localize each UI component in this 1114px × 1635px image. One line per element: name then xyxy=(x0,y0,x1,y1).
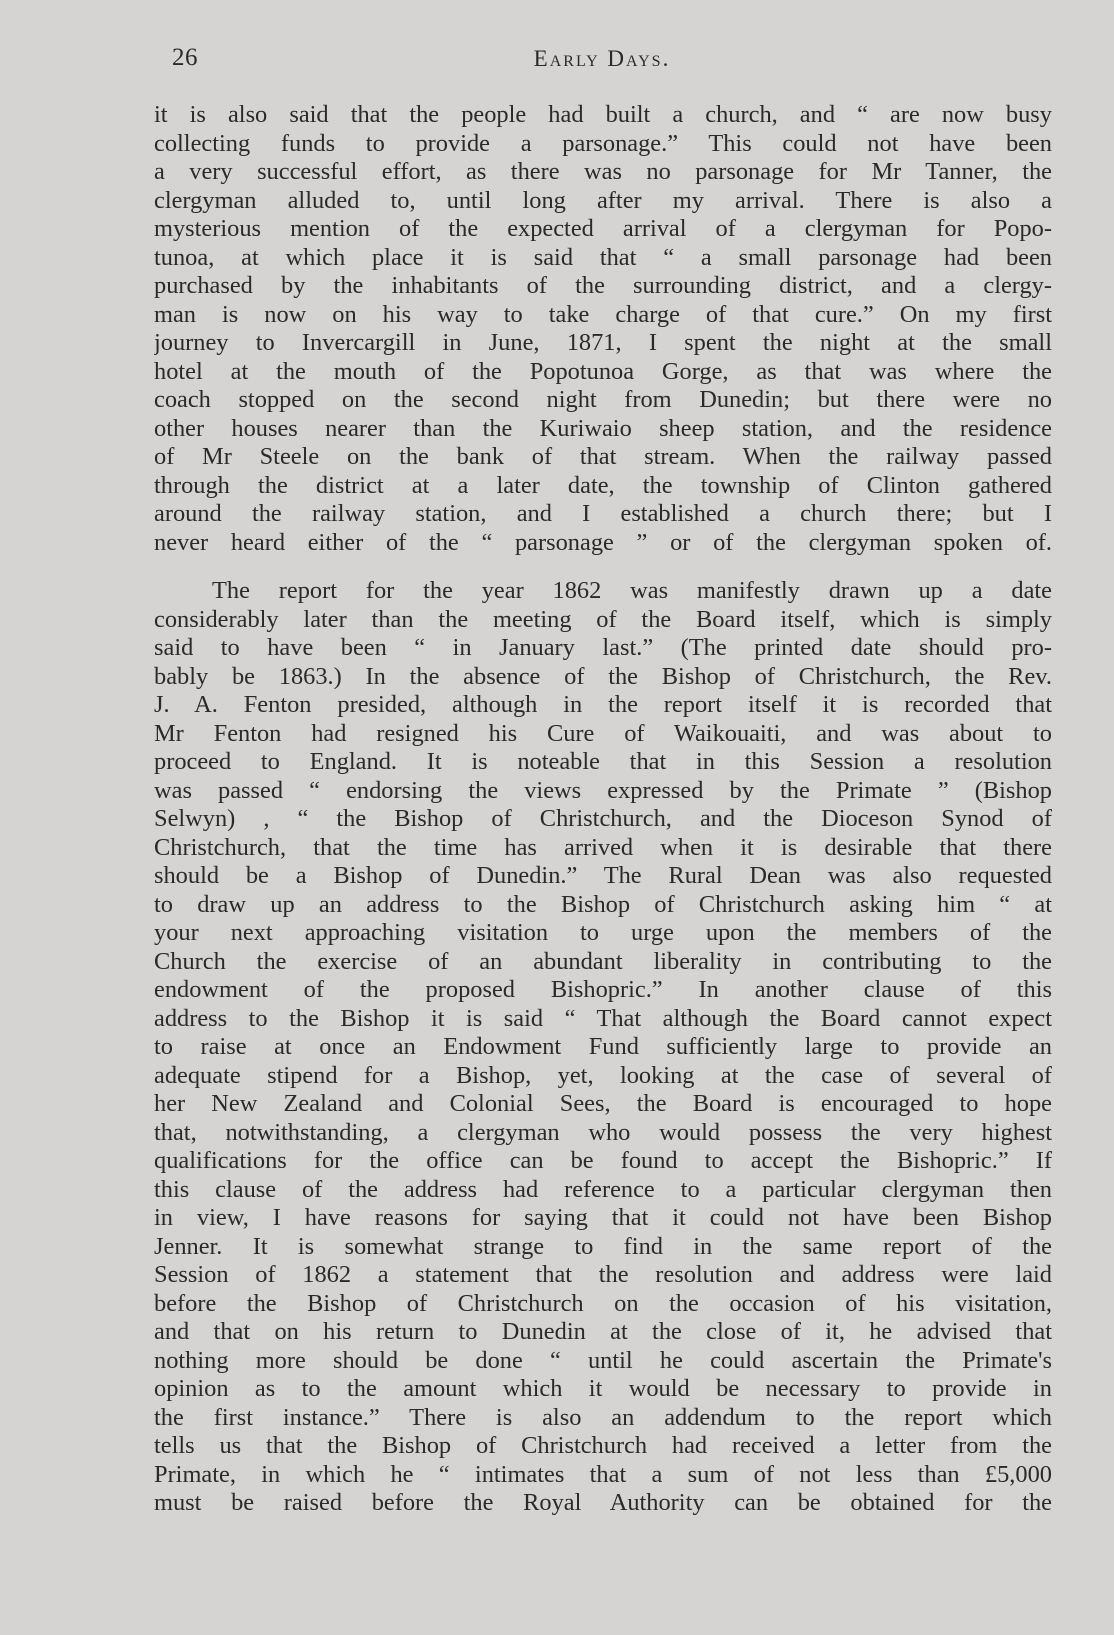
text-line: must be raised before the Royal Authority can be obtained for the xyxy=(154,1489,1052,1516)
text-line: it is also said that the people had built a church, and “ are now busy xyxy=(154,101,1052,128)
text-line: in view, I have reasons for saying that it could not have been Bishop xyxy=(154,1204,1052,1231)
text-line: endowment of the proposed Bishopric.” In another clause of this xyxy=(154,976,1052,1003)
text-line: of Mr Steele on the bank of that stream. When the railway passed xyxy=(154,443,1052,470)
text-line: journey to Invercargill in June, 1871, I spent the night at the small xyxy=(154,329,1052,356)
paragraph-1 xyxy=(154,101,1052,557)
text-line: bably be 1863.) In the absence of the Bishop of Christchurch, the Rev. xyxy=(154,662,1052,690)
text-line: Christchurch, that the time has arrived when it is desirable that there xyxy=(154,833,1052,861)
text-line: to raise at once an Endowment Fund sufficiently large to provide an xyxy=(154,1033,1052,1060)
text-line: Selwyn) , “ the Bishop of Christchurch, and the Dioceson Synod of xyxy=(154,805,1052,832)
text-line: J. A. Fenton presided, although in the report itself it is recorded that xyxy=(154,691,1052,718)
text-line: should be a Bishop of Dunedin.” The Rural Dean was also requested xyxy=(154,862,1052,889)
text-line: Session of 1862 a statement that the resolution and address were laid xyxy=(154,1261,1052,1288)
text-line: this clause of the address had reference to a particular clergyman then xyxy=(154,1175,1052,1203)
text-line: The report for the year 1862 was manifestly drawn up a date xyxy=(212,577,1052,604)
text-line: opinion as to the amount which it would be necessary to provide in xyxy=(154,1375,1052,1402)
text-line: mysterious mention of the expected arrival of a clergyman for Popo- xyxy=(154,215,1052,242)
text-line: nothing more should be done “ until he could ascertain the Primate's xyxy=(154,1346,1052,1374)
running-head xyxy=(150,44,1054,84)
text-line: Primate, in which he “ intimates that a sum of not less than £5,000 xyxy=(154,1460,1052,1488)
text-line: qualifications for the office can be found to accept the Bishopric.” If xyxy=(154,1147,1052,1174)
text-line: said to have been “ in January last.” (The printed date should pro- xyxy=(154,634,1052,661)
text-line: adequate stipend for a Bishop, yet, looking at the case of several of xyxy=(154,1061,1052,1089)
text-line: collecting funds to provide a parsonage.” This could not have been xyxy=(154,129,1052,157)
page-number: 26 xyxy=(172,44,198,71)
text-line: Church the exercise of an abundant liberality in contributing to the xyxy=(154,947,1052,975)
text-line: clergyman alluded to, until long after my arrival. There is also a xyxy=(154,186,1052,214)
text-line: and that on his return to Dunedin at the close of it, he advised that xyxy=(154,1318,1052,1345)
text-line: to draw up an address to the Bishop of Christchurch asking him “ at xyxy=(154,890,1052,918)
text-line: around the railway station, and I established a church there; but I xyxy=(154,500,1052,527)
text-line: a very successful effort, as there was no parsonage for Mr Tanner, the xyxy=(154,158,1052,185)
text-line: coach stopped on the second night from Dunedin; but there were no xyxy=(154,386,1052,413)
text-line: tells us that the Bishop of Christchurch had received a letter from the xyxy=(154,1432,1052,1459)
text-line: man is now on his way to take charge of that cure.” On my first xyxy=(154,300,1052,328)
text-line: other houses nearer than the Kuriwaio sheep station, and the residence xyxy=(154,414,1052,442)
paragraph-2 xyxy=(154,577,1052,1518)
text-line: before the Bishop of Christchurch on the occasion of his visitation, xyxy=(154,1289,1052,1317)
text-line: hotel at the mouth of the Popotunoa Gorge, as that was where the xyxy=(154,357,1052,385)
body-text xyxy=(154,101,1052,1518)
text-line: Mr Fenton had resigned his Cure of Waikouaiti, and was about to xyxy=(154,719,1052,747)
text-line: was passed “ endorsing the views expressed by the Primate ” (Bishop xyxy=(154,776,1052,804)
text-line: tunoa, at which place it is said that “ a small parsonage had been xyxy=(154,243,1052,271)
text-line: considerably later than the meeting of the Board itself, which is simply xyxy=(154,605,1052,633)
text-line: that, notwithstanding, a clergyman who would possess the very highest xyxy=(154,1118,1052,1146)
paragraph-gap xyxy=(154,557,1052,577)
text-line: address to the Bishop it is said “ That although the Board cannot expect xyxy=(154,1004,1052,1032)
text-line: never heard either of the “ parsonage ” or of the clergyman spoken of. xyxy=(154,528,1052,556)
text-line: the first instance.” There is also an addendum to the report which xyxy=(154,1403,1052,1431)
text-line: purchased by the inhabitants of the surrounding district, and a clergy- xyxy=(154,272,1052,299)
running-title: Early Days. xyxy=(533,46,671,71)
text-line: proceed to England. It is noteable that in this Session a resolution xyxy=(154,748,1052,775)
text-line: Jenner. It is somewhat strange to find in the same report of the xyxy=(154,1232,1052,1260)
text-line: her New Zealand and Colonial Sees, the Board is encouraged to hope xyxy=(154,1090,1052,1117)
text-line: your next approaching visitation to urge upon the members of the xyxy=(154,919,1052,946)
text-line: through the district at a later date, the township of Clinton gathered xyxy=(154,471,1052,499)
